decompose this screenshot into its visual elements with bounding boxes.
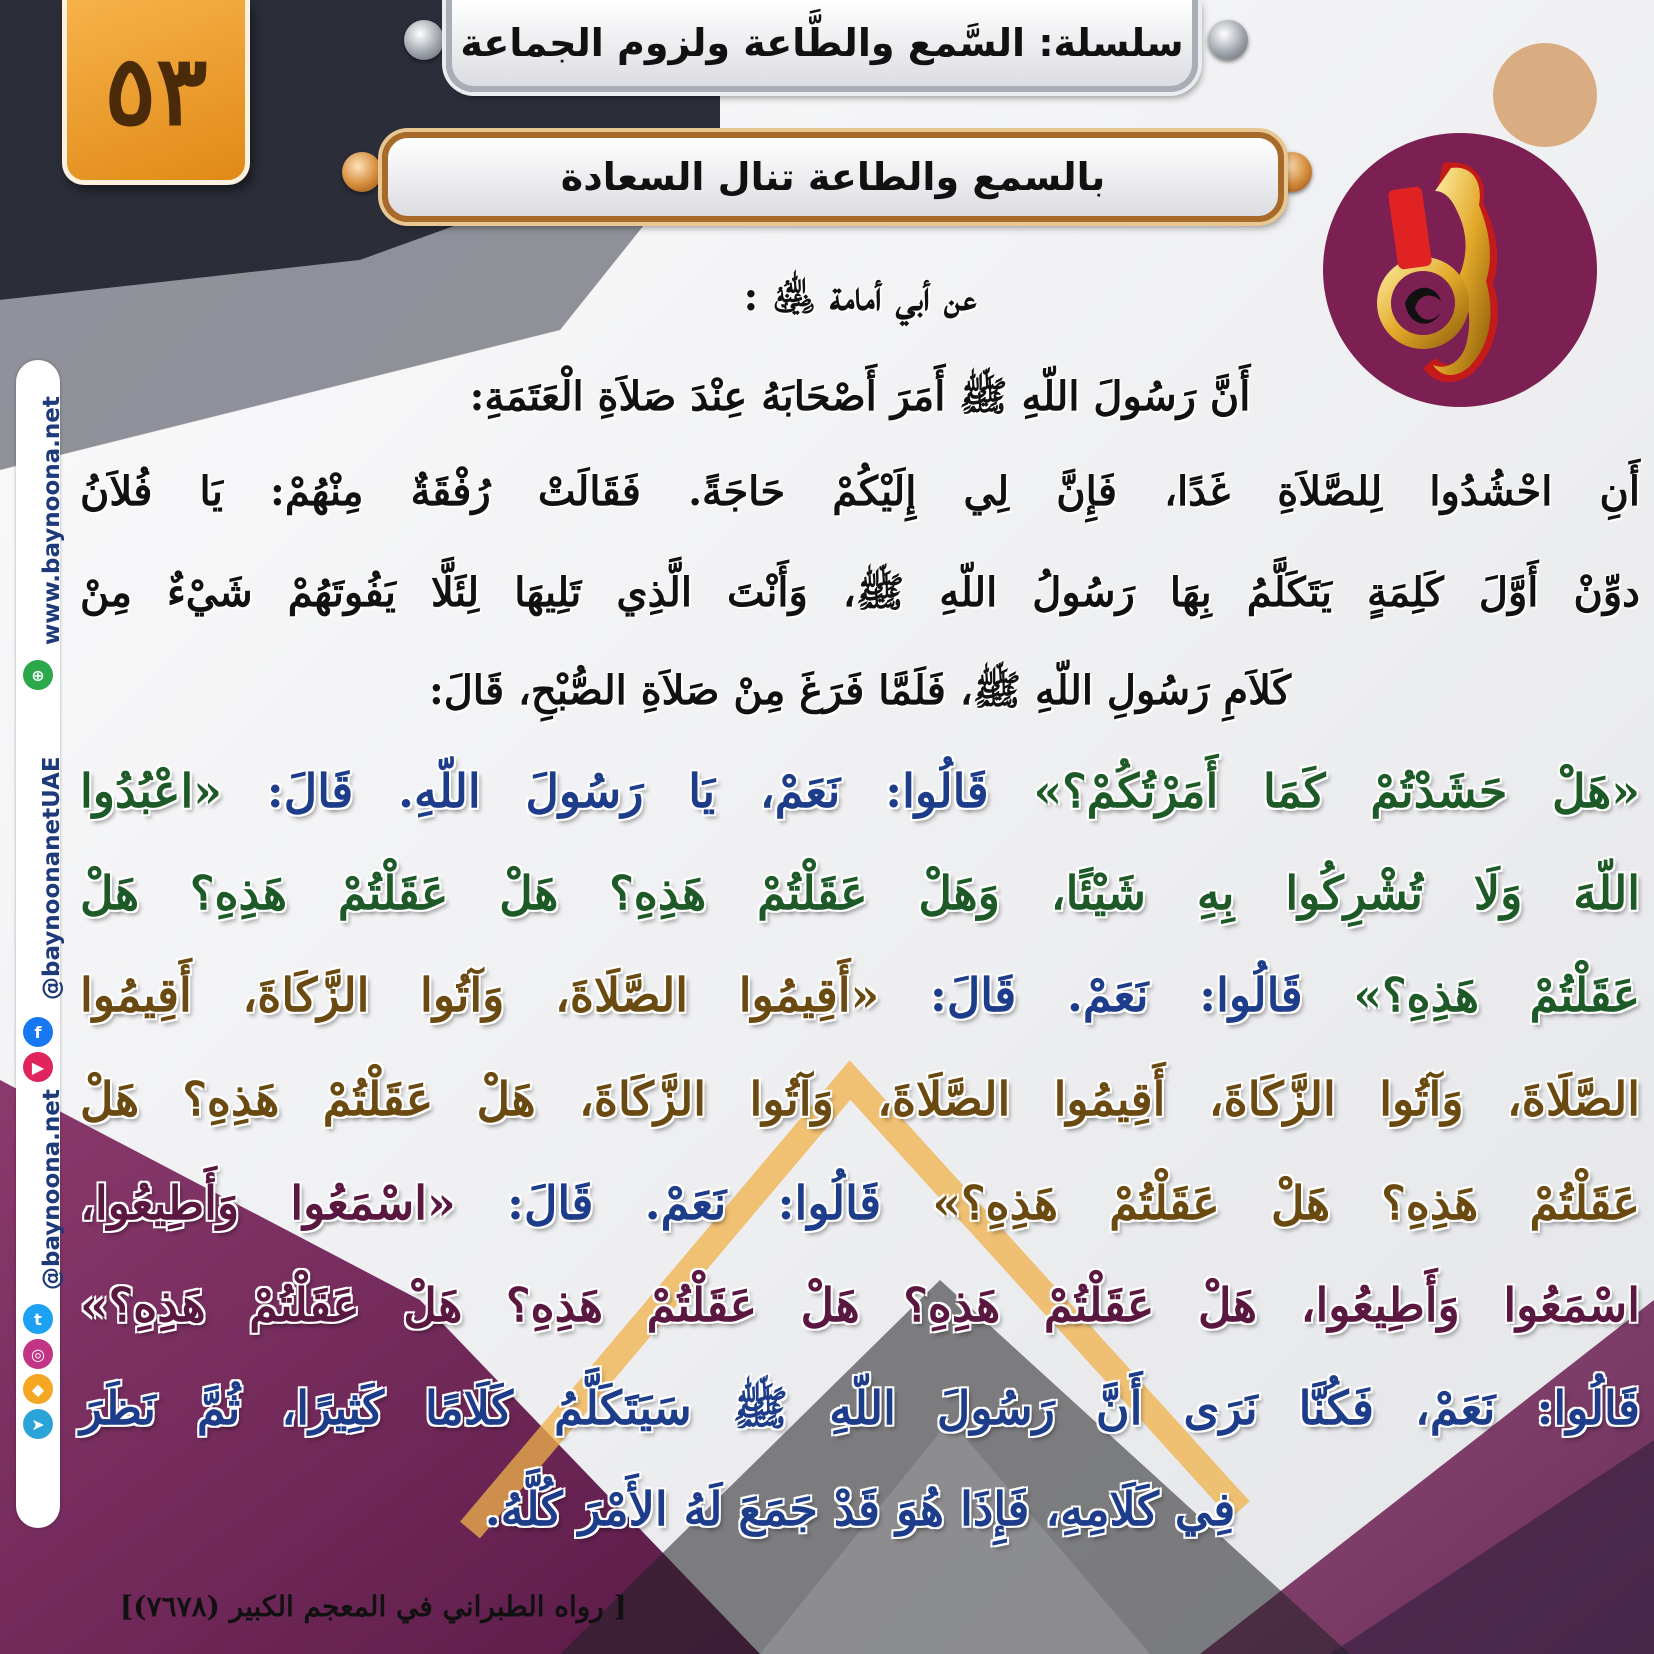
- hadith-segment: عَقَلْتُمْ هَذِهِ؟ هَلْ عَقَلْتُمْ هَذِهِ؟»: [932, 1176, 1640, 1230]
- hadith-segment: عَقَلْتُمْ هَذِهِ؟»: [1353, 968, 1641, 1022]
- plate-knob-icon: [342, 152, 382, 192]
- topic-title: بالسمع والطاعة تنال السعادة: [382, 132, 1284, 222]
- hadith-segment: «أَقِيمُوا الصَّلَاةَ، وَآتُوا الزَّكَاةَ، أَقِيمُوا: [80, 968, 880, 1022]
- hadith-line: [80, 968, 1640, 1022]
- logo-emblem-icon: [1323, 133, 1597, 407]
- globe-icon: ⊕: [23, 660, 53, 690]
- episode-number: ٥٣: [104, 33, 208, 147]
- narration-line: أَنَّ رَسُولَ اللّهِ ﷺ أَمَرَ أَصْحَابَهُ عِنْدَ صَلاَةِ الْعَتَمَةِ:: [469, 373, 1251, 420]
- hadith-segment: قَالُوا: نَعَمْ. قَالَ:: [929, 968, 1303, 1022]
- twitter-icon[interactable]: t: [23, 1304, 53, 1334]
- facebook-icon[interactable]: f: [23, 1017, 53, 1047]
- hadith-line: اسْمَعُوا وَأَطِيعُوا، هَلْ عَقَلْتُمْ هَذِهِ؟ هَلْ عَقَلْتُمْ هَذِهِ؟ هَلْ عَقَلْتُمْ هَذِهِ؟»: [80, 1278, 1640, 1332]
- episode-number-tag: [62, 0, 250, 185]
- plate-knob-icon: [404, 20, 444, 60]
- plate-knob-icon: [1208, 20, 1248, 60]
- hadith-line: الصَّلَاةَ، وَآتُوا الزَّكَاةَ، أَقِيمُوا الصَّلَاةَ، وَآتُوا الزَّكَاةَ، هَلْ عَقَلْتُمْ هَذِهِ؟ هَلْ: [80, 1072, 1640, 1126]
- youtube-icon[interactable]: ▶: [23, 1052, 53, 1082]
- narration-line: دوِّنْ أَوَّلَ كَلِمَةٍ يَتَكَلَّمُ بِهَا رَسُولُ اللّهِ ﷺ، وَأَنْتَ الَّذِي تَلِيهَا لِئَلَّا يَفُوتَهُمْ شَيْءٌ مِنْ: [80, 569, 1640, 616]
- handle-link[interactable]: @baynoona.net: [39, 1089, 65, 1290]
- hadith-line: [80, 1176, 1640, 1230]
- baynoona-logo: [1323, 133, 1597, 407]
- hadith-segment: قَالُوا: نَعَمْ، يَا رَسُولَ اللّهِ. قَالَ:: [266, 764, 989, 818]
- handle-uae-link[interactable]: @baynoonanetUAE: [39, 756, 65, 1000]
- hadith-source: [ رواه الطبراني في المعجم الكبير (٧٦٧٨)]: [120, 1590, 627, 1623]
- telegram-icon[interactable]: ➤: [23, 1409, 53, 1439]
- snapchat-icon[interactable]: ◆: [23, 1374, 53, 1404]
- instagram-icon[interactable]: ◎: [23, 1339, 53, 1369]
- hadith-segment: قَالُوا: نَعَمْ. قَالَ:: [507, 1176, 882, 1230]
- hadith-segment: «اسْمَعُوا وَأَطِيعُوا،: [80, 1176, 456, 1230]
- narrator-line: عن أبي أمامة ﵁ :: [743, 273, 977, 320]
- website-link[interactable]: www.baynoona.net: [39, 396, 65, 645]
- series-title: سلسلة: السَّمع والطَّاعة ولزوم الجماعة: [446, 0, 1198, 92]
- narration-line: كَلاَمِ رَسُولِ اللّهِ ﷺ، فَلَمَّا فَرَغَ مِنْ صَلاَةِ الصُّبْحِ، قَالَ:: [428, 667, 1292, 714]
- hadith-segment: «هَلْ حَشَدْتُمْ كَمَا أَمَرْتُكُمْ؟»: [1033, 764, 1640, 818]
- hadith-line: قَالُوا: نَعَمْ، فَكُنَّا نَرَى أَنَّ رَسُولَ اللّهِ ﷺ سَيَتَكَلَّمُ كَلَامًا كَثِيرًا، ثُمَّ نَظَرَ: [80, 1381, 1640, 1435]
- hadith-segment: «اعْبُدُوا: [80, 764, 222, 818]
- hadith-line: [80, 764, 1640, 818]
- narration-line: أَنِ احْشُدُوا لِلصَّلاَةِ غَدًا، فَإِنَّ لِي إِلَيْكُمْ حَاجَةً. فَقَالَتْ رُفْقَةٌ مِنْهُمْ: يَا فُلاَنُ: [80, 468, 1640, 515]
- hadith-line: فِي كَلَامِهِ، فَإِذَا هُوَ قَدْ جَمَعَ لَهُ الأَمْرَ كُلَّهُ.: [484, 1482, 1236, 1536]
- hadith-line: اللّهَ وَلَا تُشْرِكُوا بِهِ شَيْئًا، وَهَلْ عَقَلْتُمْ هَذِهِ؟ هَلْ عَقَلْتُمْ هَذِهِ؟ هَلْ: [80, 866, 1640, 920]
